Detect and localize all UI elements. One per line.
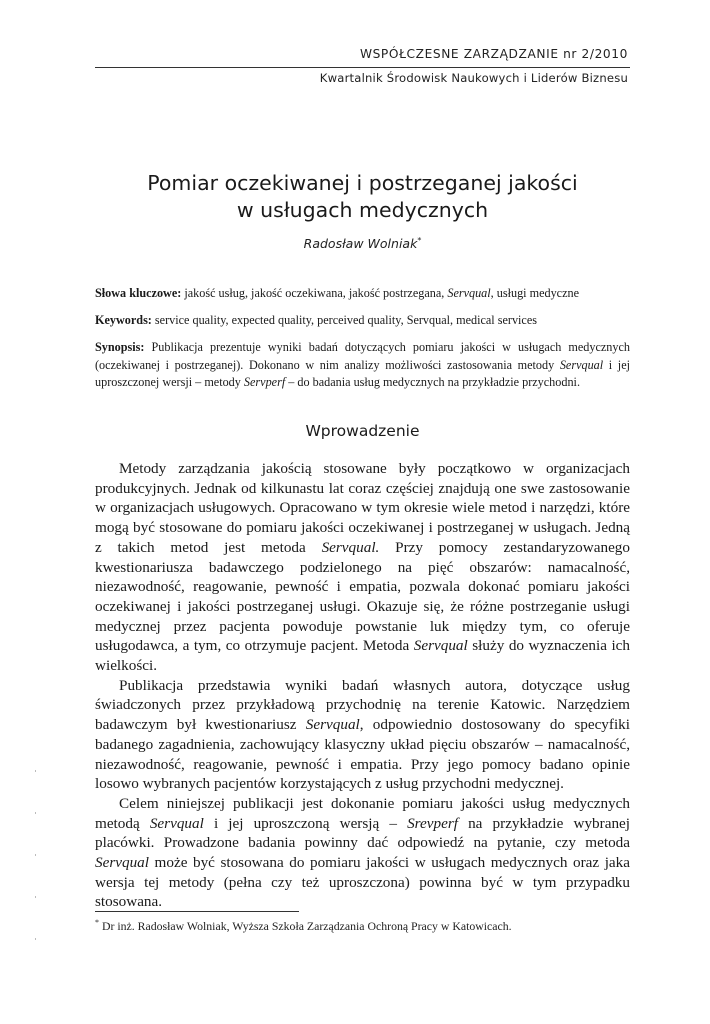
synopsis-label: Synopsis: [95,340,145,354]
journal-title: WSPÓŁCZESNE ZARZĄDZANIE nr 2/2010 [359,47,628,61]
footnote-divider [95,911,299,912]
author-footnote-mark: * [417,236,422,245]
paragraph-1-text-2: Przy pomocy zestandaryzowanego kwestionariusza badawczego podzielonego na pięć obszarów: namacalność, niezawodność, reagowanie, pewność i empatia, pozwala dokonać pomiaru jakości oczekiwanej i jakości postrzeganej usługi. Okazuje się, że różne postrzeganie usługi medycznej przez pacjenta powoduje powstanie luk między tym, co oferuje usługodawca, a tym, co otrzymuje pacjent. Metoda [95,538,630,655]
article-title [95,170,630,224]
keywords-polish-italic: Servqual [447,286,491,300]
keywords-polish-text: jakość usług, jakość oczekiwana, jakość postrzegana, [181,286,448,300]
paragraph-3-italic-3: Servqual [95,854,149,872]
paragraph-3-text-1: Celem niniejszej publikacji jest dokonanie pomiaru jakości usług medycznych metodą [95,794,630,832]
paragraph-3-text-4: może być stosowana do pomiaru jakości w usługach medycznych oraz jaka wersja tej metody (pełna czy też uproszczona) powinna być w tym przypadku stosowana. [95,854,630,911]
paragraph-2-text-1: Publikacja przedstawia wyniki badań własnych autora, dotyczące usług świadczonych przez przykładową przychodnię na terenie Katowic. Narzędziem badawczym był kwestionariusz [95,676,630,734]
keywords-polish-label: Słowa kluczowe: [95,286,182,300]
title-line-2: w usługach medycznych [236,198,489,222]
keywords-polish-text-end: , usługi medyczne [490,286,580,300]
synopsis-text-2: i jej uproszczonej wersji – metody [95,357,630,389]
footnote [95,918,630,934]
header-divider [95,67,630,68]
paragraph-3-text-2: i jej uproszczoną wersją – [203,814,408,832]
paragraph-2-italic-1: Servqual [305,716,360,734]
paragraph-1-italic-2: Servqual [413,637,468,655]
paragraph-1-italic-1: Servqual. [321,538,380,556]
paragraph-3 [95,794,630,912]
synopsis-text-1: Publikacja prezentuje wyniki badań dotyczących pomiaru jakości w usługach medycznych (oczekiwanej i postrzeganej). Dokonano w nim analizy możliwości zastosowania metody [95,340,630,372]
paragraph-1-text-1: Metody zarządzania jakością stosowane były początkowo w organizacjach produkcyjnych. Jednak od kilkunastu lat coraz częściej znajdują one swe zastosowanie w organizacjach usługowych. Opracowano w tym okresie wiele metod i narzędzi, które mogą być stosowane do pomiaru jakości oczekiwanej i postrzeganej w usługach. Jedną z takich metod jest metoda [95,460,630,556]
paragraph-1-text-3: służy do wyznaczenia ich wielkości. [95,637,630,675]
author-name: Radosław Wolniak [303,236,418,252]
synopsis-text-3: – do badania usług medycznych na przykładzie przychodni. [285,375,580,389]
paragraph-2 [95,676,630,794]
section-heading-introduction: Wprowadzenie [305,422,420,440]
title-line-1: Pomiar oczekiwanej i postrzeganej jakości [147,171,578,195]
paragraph-3-text-3: na przykładzie wybranej placówki. Prowadzone badania powinny dać odpowiedź na pytanie, czy metoda [95,814,631,852]
paragraph-2-text-2: , odpowiednio dostosowany do specyfiki badanego zagadnienia, zachowujący klasyczny układ pięciu obszarów – namacalność, niezawodność, reagowanie, pewność i empatia. Przy jego pomocy badano opinie losowo wybranych pacjentów korzystających z usług przychodni medycznej. [95,716,630,793]
footnote-text: Dr inż. Radosław Wolniak, Wyższa Szkoła Zarządzania Ochroną Pracy w Katowicach. [99,918,512,933]
body-text [95,459,630,912]
paragraph-3-italic-2: Srevperf [407,814,458,832]
journal-subtitle: Kwartalnik Środowisk Naukowych i Liderów Biznesu [319,71,628,85]
margin-ticks [33,770,39,950]
synopsis [95,339,630,392]
keywords-english [95,312,630,330]
author-line [95,236,630,251]
keywords-english-label: Keywords: [95,313,152,327]
synopsis-italic-1: Servqual [559,357,604,372]
paragraph-3-italic-1: Servqual [149,814,204,832]
paragraph-1 [95,459,630,676]
keywords-polish [95,285,630,303]
synopsis-italic-2: Servperf [243,375,286,389]
footnote-mark: * [95,918,99,927]
keywords-english-text: service quality, expected quality, perceived quality, Servqual, medical services [151,313,537,327]
